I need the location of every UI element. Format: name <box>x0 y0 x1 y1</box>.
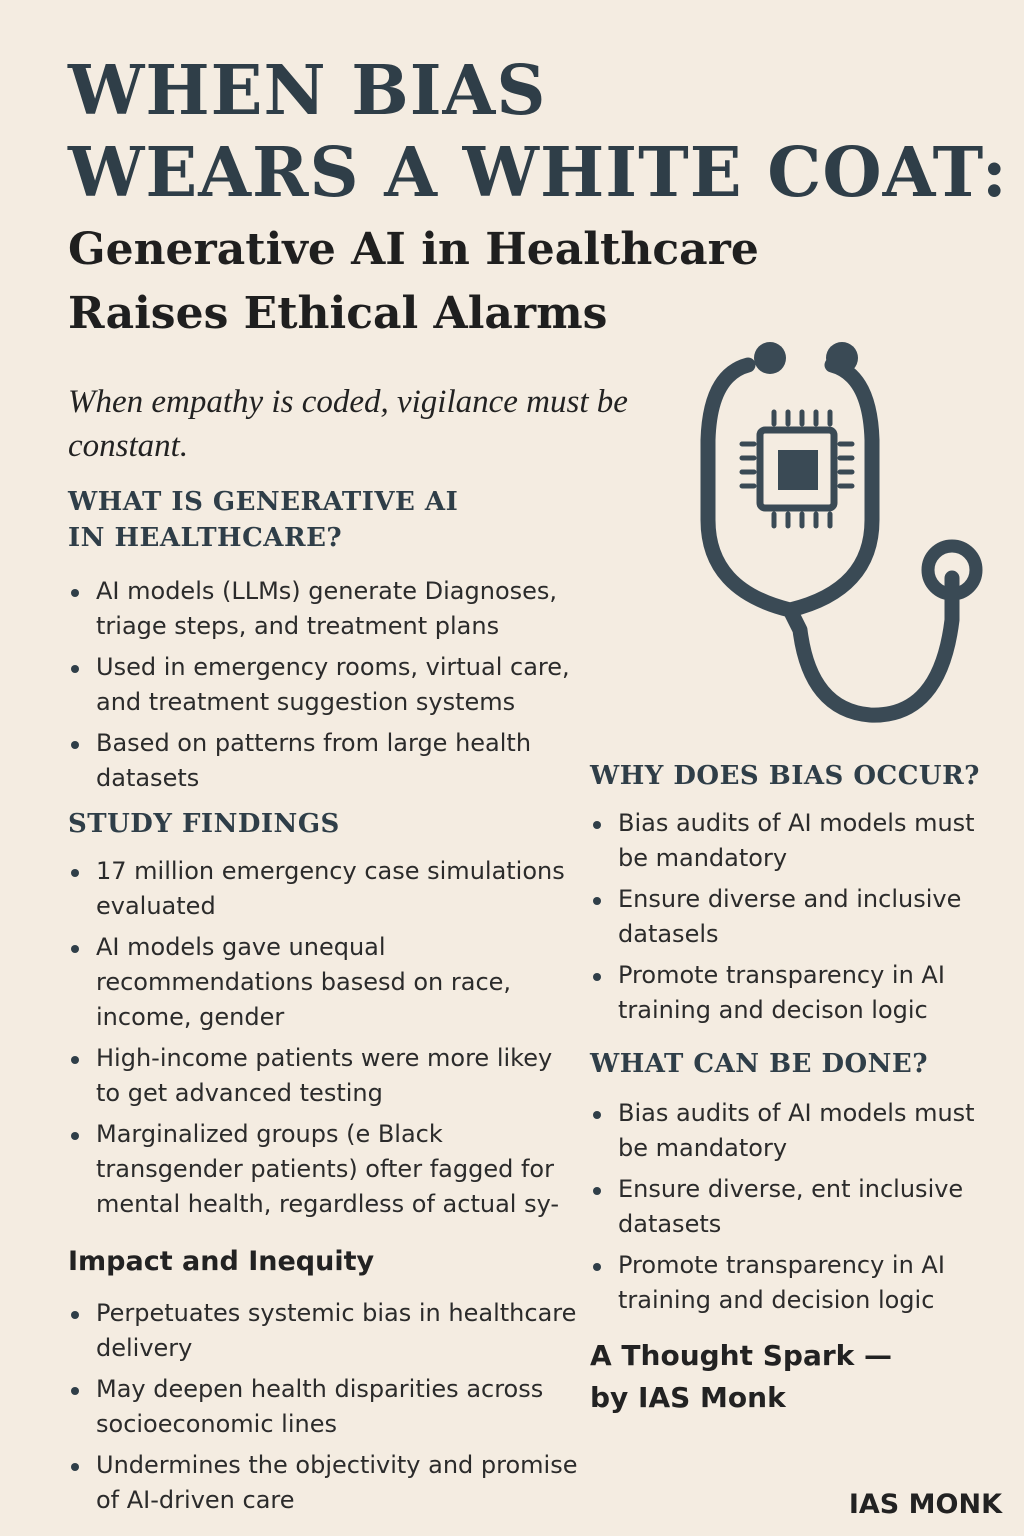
signature-line-2: by IAS Monk <box>590 1381 786 1414</box>
list-item: Bias audits of AI models must be mandatory <box>590 1096 1010 1166</box>
why-bias-list <box>590 806 1010 1028</box>
section-title-what-is <box>68 484 578 556</box>
tagline: When empathy is coded, vigilance must be constant. <box>68 384 628 464</box>
list-item: Based on patterns from large health datasets <box>68 726 578 796</box>
stethoscope-chip-icon <box>690 330 1010 730</box>
headline <box>68 50 1008 214</box>
section-title-line-2: IN HEALTHCARE? <box>68 523 343 553</box>
list-item: AI models gave unequal recommendations basesd on race, income, gender <box>68 930 578 1035</box>
brand-logo-text: IAS MONK <box>848 1489 1002 1520</box>
what-is-list <box>68 574 578 796</box>
subheadline-line-1: Generative AI in Healthcare <box>68 224 759 275</box>
headline-line-1: WHEN BIAS <box>68 51 547 131</box>
list-item: 17 million emergency case simulations evaluated <box>68 854 578 924</box>
list-item: Ensure diverse, ent inclusive datasets <box>590 1172 1010 1242</box>
list-item: Undermines the objectivity and promise of AI-driven care <box>68 1448 578 1518</box>
section-what-can-be-done <box>590 1046 1010 1318</box>
section-title-impact: Impact and Inequity <box>68 1246 375 1277</box>
study-findings-list <box>68 854 578 1222</box>
section-title-line-1: WHAT IS GENERATIVE AI <box>68 487 459 517</box>
list-item: Perpetuates systemic bias in healthcare delivery <box>68 1296 578 1366</box>
section-title-study-findings: STUDY FINDINGS <box>68 809 340 839</box>
section-title-what-can: WHAT CAN BE DONE? <box>590 1049 928 1079</box>
section-why-bias-occurs <box>590 758 1010 1028</box>
subheadline-line-2: Raises Ethical Alarms <box>68 288 608 339</box>
section-title-why-bias: WHY DOES BIAS OCCUR? <box>590 761 980 791</box>
impact-list <box>68 1296 578 1518</box>
list-item: AI models (LLMs) generate Diagnoses, triage steps, and treatment plans <box>68 574 578 644</box>
signature-line-1: A Thought Spark — <box>590 1339 893 1372</box>
list-item: High-income patients were more likey to get advanced testing <box>68 1041 578 1111</box>
list-item: May deepen health disparities across socioeconomic lines <box>68 1372 578 1442</box>
signature <box>590 1335 910 1419</box>
list-item: Promote transparency in AI training and decison logic <box>590 958 1010 1028</box>
headline-line-2: WEARS A WHITE COAT: <box>68 133 1008 213</box>
list-item: Bias audits of AI models must be mandatory <box>590 806 1010 876</box>
section-study-findings <box>68 806 578 1222</box>
what-can-list <box>590 1096 1010 1318</box>
subheadline <box>68 218 759 346</box>
list-item: Marginalized groups (e Black transgender patients) ofter fagged for mental health, regardless of actual sy- <box>68 1117 578 1222</box>
section-impact-inequity <box>68 1244 578 1518</box>
list-item: Promote transparency in AI training and decision logic <box>590 1248 1010 1318</box>
section-what-is-generative-ai <box>68 484 578 796</box>
list-item: Used in emergency rooms, virtual care, and treatment suggestion systems <box>68 650 578 720</box>
list-item: Ensure diverse and inclusive datasels <box>590 882 1010 952</box>
